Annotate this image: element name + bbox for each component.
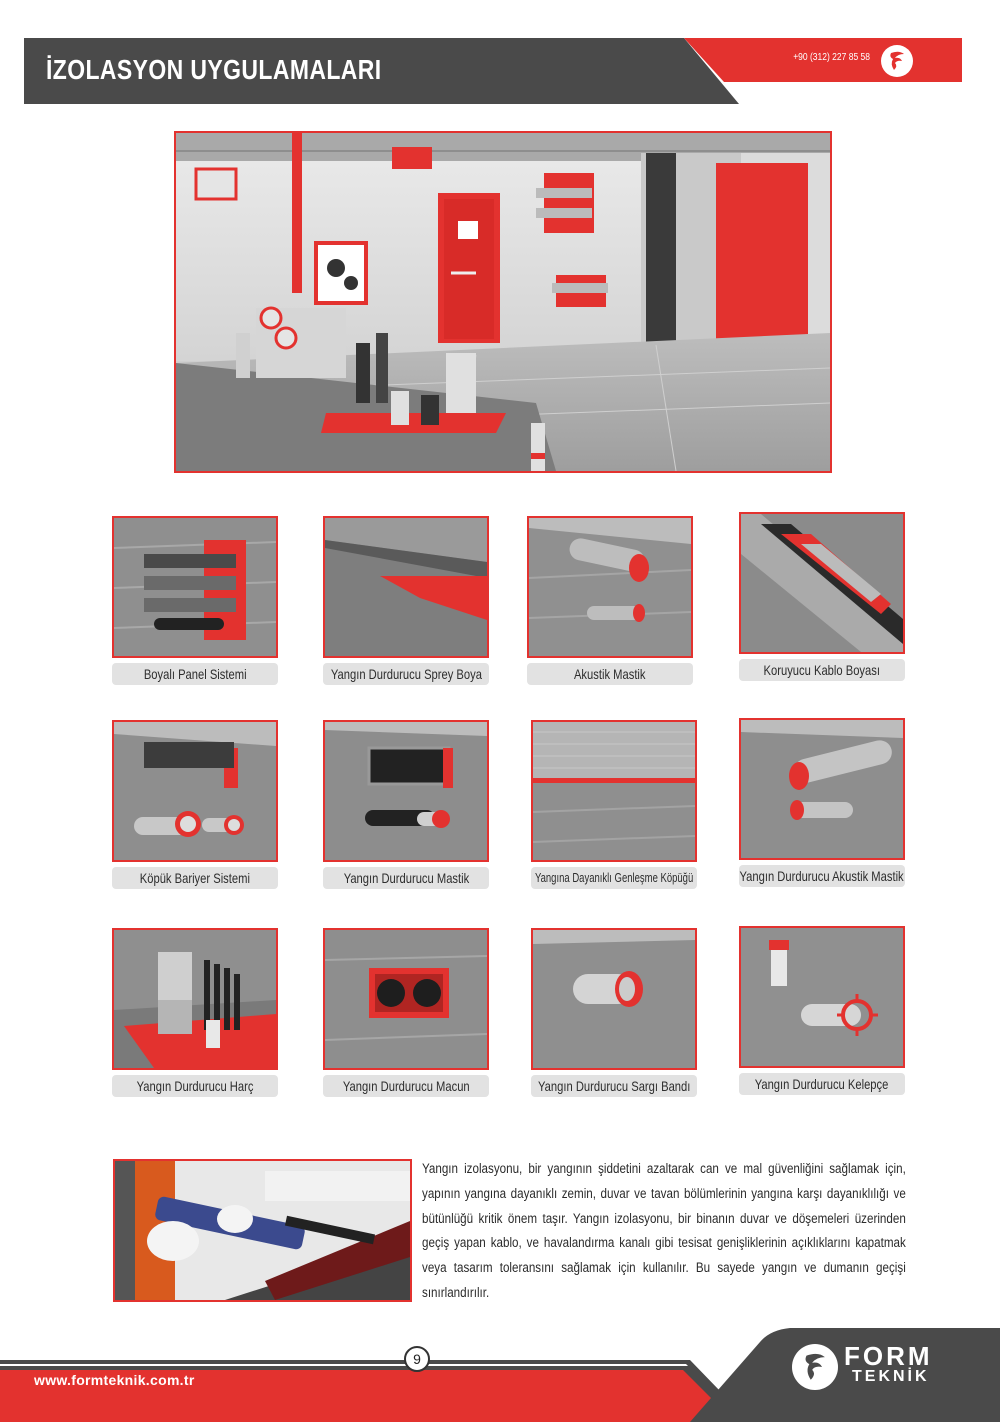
product-image (531, 928, 697, 1070)
page-number: 9 (404, 1346, 430, 1372)
product-caption: Köpük Bariyer Sistemi (112, 867, 278, 889)
product-tile[interactable] (323, 516, 489, 685)
product-tile[interactable] (527, 516, 693, 685)
product-tile[interactable] (112, 928, 278, 1097)
product-tile[interactable] (739, 926, 905, 1095)
product-tile[interactable] (323, 928, 489, 1097)
phone-number[interactable]: +90 (312) 227 85 58 (793, 52, 870, 63)
page-title: İZOLASYON UYGULAMALARI (46, 54, 382, 85)
application-photo (113, 1159, 412, 1302)
product-caption: Yangın Durdurucu Akustik Mastik (739, 865, 905, 887)
product-image (527, 516, 693, 658)
product-image (112, 516, 278, 658)
form-teknik-logo-icon (792, 1344, 838, 1390)
product-image (739, 926, 905, 1068)
product-tile[interactable] (531, 928, 697, 1097)
product-caption: Boyalı Panel Sistemi (112, 663, 278, 685)
product-image (112, 928, 278, 1070)
product-caption: Koruyucu Kablo Boyası (739, 659, 905, 681)
product-caption: Yangın Durdurucu Sprey Boya (323, 663, 489, 685)
product-image (739, 512, 905, 654)
product-caption: Yangın Durdurucu Sargı Bandı (531, 1075, 697, 1097)
form-teknik-logo-icon (881, 45, 913, 77)
product-caption: Yangın Durdurucu Mastik (323, 867, 489, 889)
product-tile[interactable] (112, 516, 278, 685)
product-caption: Yangına Dayanıklı Genleşme Köpüğü (531, 867, 697, 889)
product-image (323, 928, 489, 1070)
product-image (531, 720, 697, 862)
product-caption: Yangın Durdurucu Harç (112, 1075, 278, 1097)
product-tile[interactable] (531, 720, 697, 889)
website-link[interactable]: www.formteknik.com.tr (34, 1372, 195, 1388)
product-caption: Yangın Durdurucu Kelepçe (739, 1073, 905, 1095)
product-image (323, 720, 489, 862)
product-tile[interactable] (739, 718, 905, 887)
description-text: Yangın izolasyonu, bir yangının şiddetini azaltarak can ve mal güvenliğini sağlamak için, yapının yangına dayanıklı zemin, duvar ve tavan bölümlerinin yangına karşı dayanıklılığı ve bütünlüğü kritik önem taşır. Yangın izolasyonu, bir binanın duvar ve döşemeleri üzerinden geçiş yapan kablo, ve havalandırma kanalı gibi tesisat genişliklerinin açıklıklarını kapatmak veya tasarım toleransını sağlamak için kullanılır. Bu sayede yangın ve dumanın geçişi sınırlandırılır. (422, 1161, 906, 1301)
product-tile[interactable] (739, 512, 905, 681)
product-caption: Yangın Durdurucu Macun (323, 1075, 489, 1097)
product-caption: Akustik Mastik (527, 663, 693, 685)
product-image (739, 718, 905, 860)
product-tile[interactable] (112, 720, 278, 889)
product-image (112, 720, 278, 862)
product-tile[interactable] (323, 720, 489, 889)
brand-subname: TEKNİK (852, 1368, 930, 1385)
hero-illustration (174, 131, 832, 473)
product-image (323, 516, 489, 658)
brand-name: FORM (844, 1341, 933, 1371)
